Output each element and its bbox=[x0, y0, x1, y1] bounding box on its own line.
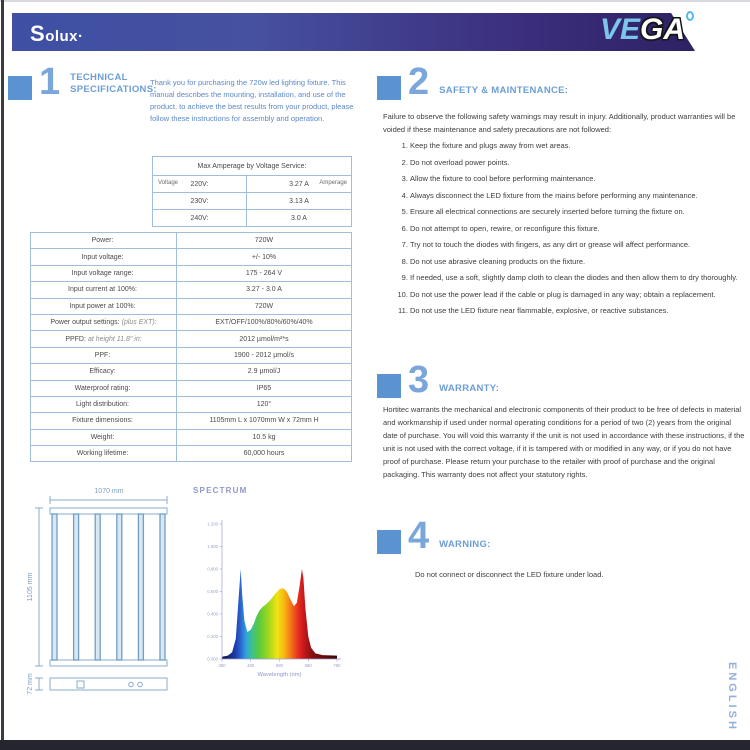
led-bar bbox=[117, 514, 122, 660]
spec-label: Fixture dimensions: bbox=[72, 417, 133, 425]
spec-value: +/- 10% bbox=[177, 249, 352, 265]
spec-label: Power: bbox=[91, 237, 114, 245]
solux-logo: Solux· bbox=[30, 21, 84, 46]
svg-text:0.200: 0.200 bbox=[207, 634, 218, 640]
spec-label: Power output settings: bbox=[50, 319, 120, 327]
safety-item: 10. Do not use the power lead if the cable or plug is damaged in any way; obtain a replacement. bbox=[410, 290, 745, 300]
spec-row bbox=[31, 364, 352, 380]
voltage-value: 240V: bbox=[190, 214, 209, 222]
warranty-paragraph: Hortitec warrants the mechanical and electronic components of their product to be free of defects in material and workmanship if used under normal operating conditions for a period of two (2) years from the original date of purchase. You will void this warranty if the unit is not used in accordance with these instructions, if the unit is not used with the correct voltage, if it is tampered with or modified in any way, or if you do not have proof of purchase. Please return your purchase to the retailer with proof of purchase and the original packaging. This warranty does not affect your statutory rights. bbox=[383, 405, 745, 479]
spec-value: 720W bbox=[177, 298, 352, 314]
svg-text:1.200: 1.200 bbox=[207, 521, 218, 527]
amperage-value: 3.0 A bbox=[291, 214, 307, 222]
section-3-marker-square bbox=[377, 374, 401, 398]
safety-list bbox=[383, 141, 745, 323]
svg-text:580: 580 bbox=[275, 663, 284, 668]
safety-item: 5. Ensure all electrical connections are securely inserted before turning the fixture on. bbox=[410, 207, 745, 217]
spectrum-xlabel: Wavelength (nm) bbox=[257, 672, 302, 678]
spec-row bbox=[31, 347, 352, 363]
led-bar bbox=[52, 514, 57, 660]
section-4-number: 4 bbox=[408, 515, 430, 557]
warning-text: Do not connect or disconnect the LED fixture under load. bbox=[415, 570, 604, 579]
svg-text:0.600: 0.600 bbox=[207, 589, 218, 595]
spec-label: PPFD: bbox=[65, 335, 86, 343]
spec-label: Input power at 100%: bbox=[69, 302, 136, 310]
safety-item: 2. Do not overload power points. bbox=[410, 158, 745, 168]
vega-logo-ga: GA bbox=[640, 13, 686, 46]
section-1-marker-square bbox=[8, 76, 32, 100]
section-2-marker-square bbox=[377, 76, 401, 100]
spec-value: IP65 bbox=[177, 380, 352, 396]
safety-item: 4. Always disconnect the LED fixture from the mains before performing any maintenance. bbox=[410, 191, 745, 201]
fixture-dimension-diagram bbox=[25, 482, 175, 712]
amperage-row bbox=[153, 193, 352, 210]
led-bar bbox=[160, 514, 165, 660]
spectrum-chart bbox=[190, 514, 355, 684]
svg-text:0.400: 0.400 bbox=[207, 611, 218, 617]
spec-row bbox=[31, 233, 352, 249]
spec-row bbox=[31, 298, 352, 314]
spec-value: 720W bbox=[177, 233, 352, 249]
vega-logo-ve: VE bbox=[600, 13, 641, 46]
spec-value: 175 - 264 V bbox=[177, 265, 352, 281]
spec-label: Efficacy: bbox=[89, 368, 116, 376]
spec-row bbox=[31, 265, 352, 281]
header-band bbox=[12, 13, 695, 51]
spec-value: 60,000 hours bbox=[177, 446, 352, 462]
amperage-row bbox=[153, 210, 352, 227]
spec-note: at height 11.8" in: bbox=[87, 335, 142, 343]
vega-logo bbox=[600, 13, 694, 47]
spec-label: Input voltage: bbox=[81, 253, 124, 261]
spec-row bbox=[31, 331, 352, 347]
language-label: ENGLISH bbox=[726, 662, 738, 732]
amperage-value: 3.27 A bbox=[289, 180, 309, 188]
led-bar bbox=[74, 514, 79, 660]
led-bar bbox=[138, 514, 143, 660]
spec-value: 1900 - 2012 µmol/s bbox=[177, 347, 352, 363]
spec-row bbox=[31, 446, 352, 462]
spec-row bbox=[31, 282, 352, 298]
spec-label: PPF: bbox=[94, 351, 111, 359]
svg-text:0.800: 0.800 bbox=[207, 566, 218, 572]
voltage-value: 230V: bbox=[190, 197, 209, 205]
spec-value: EXT/OFF/100%/80%/60%/40% bbox=[177, 314, 352, 330]
voltage-col-label: Voltage bbox=[158, 180, 179, 186]
amperage-header-row bbox=[153, 157, 352, 176]
spec-value: 2012 µmol/m²*s bbox=[177, 331, 352, 347]
spec-label: Weight: bbox=[90, 433, 115, 441]
spec-value: 1105mm L x 1070mm W x 72mm H bbox=[177, 413, 352, 429]
page-edge-top bbox=[0, 0, 750, 2]
page-edge-left bbox=[1, 0, 4, 750]
spec-row bbox=[31, 429, 352, 445]
safety-item: 3. Allow the fixture to cool before performing maintenance. bbox=[410, 174, 745, 184]
vega-logo-degree-icon bbox=[686, 11, 694, 21]
diagram-width-label: 1070 mm bbox=[94, 488, 124, 495]
safety-item: 6. Do not attempt to open, rewire, or reconfigure this fixture. bbox=[410, 224, 745, 234]
diagram-height-label: 1105 mm bbox=[27, 572, 34, 602]
section-1-title: TECHNICAL SPECIFICATIONS: bbox=[70, 72, 157, 95]
svg-text:380: 380 bbox=[218, 663, 226, 668]
spec-label: Input current at 100%: bbox=[68, 286, 137, 294]
spectrum-area bbox=[222, 569, 337, 659]
svg-text:0.000: 0.000 bbox=[207, 656, 218, 662]
safety-item: 9. If needed, use a soft, slightly damp cloth to clean the diodes and then allow them to dry thoroughly. bbox=[410, 273, 745, 283]
section-2-header bbox=[377, 61, 569, 103]
spec-value: 3.27 - 3.0 A bbox=[177, 282, 352, 298]
spec-label: Light distribution: bbox=[76, 401, 129, 409]
safety-item: 8. Do not use abrasive cleaning products on the fixture. bbox=[410, 257, 745, 267]
spec-label: Input voltage range: bbox=[71, 269, 134, 277]
section-3-number: 3 bbox=[408, 359, 430, 401]
specs-table bbox=[30, 232, 352, 462]
voltage-value: 220V: bbox=[190, 180, 209, 188]
spec-row bbox=[31, 314, 352, 330]
section-1-number: 1 bbox=[39, 61, 61, 103]
section-2-title: SAFETY & MAINTENANCE: bbox=[439, 85, 569, 96]
svg-text:1.000: 1.000 bbox=[207, 544, 218, 550]
amperage-table bbox=[152, 156, 352, 227]
section-2-number: 2 bbox=[408, 61, 430, 103]
led-bar bbox=[95, 514, 100, 660]
spec-row bbox=[31, 413, 352, 429]
safety-intro: Failure to observe the following safety warnings may result in injury. Additionally, product warranties will be voided if these maintenance and safety precautions are not followed: bbox=[383, 112, 736, 134]
section-4-marker-square bbox=[377, 530, 401, 554]
spec-note: (plus EXT): bbox=[121, 319, 157, 327]
section-4-header bbox=[377, 515, 491, 557]
intro-paragraph: Thank you for purchasing the 720w led lighting fixture. This manual describes the mounting, installation, and use of the product. to achieve the best results from your product, please follow these instructions for assembly and operation. bbox=[150, 78, 354, 123]
amperage-row bbox=[153, 176, 352, 193]
section-4-title: WARNING: bbox=[439, 539, 491, 550]
diagram-depth-label: 72 mm bbox=[27, 673, 34, 695]
section-3-header bbox=[377, 359, 500, 401]
amperage-value: 3.13 A bbox=[289, 197, 309, 205]
spectrum-title: SPECTRUM bbox=[193, 486, 248, 495]
svg-text:780: 780 bbox=[333, 663, 341, 668]
spec-value: 120° bbox=[177, 396, 352, 412]
spec-value: 10.5 kg bbox=[177, 429, 352, 445]
spec-value: 2.9 µmol/J bbox=[177, 364, 352, 380]
page-edge-bottom bbox=[0, 740, 750, 750]
spec-label: Waterproof rating: bbox=[74, 384, 131, 392]
safety-item: 11. Do not use the LED fixture near flammable, explosive, or reactive substances. bbox=[410, 306, 745, 316]
spec-row bbox=[31, 396, 352, 412]
spec-label: Working lifetime: bbox=[76, 450, 129, 458]
svg-text:680: 680 bbox=[304, 663, 312, 668]
amperage-table-title: Max Amperage by Voltage Service: bbox=[153, 157, 352, 176]
spec-row bbox=[31, 249, 352, 265]
safety-item: 1. Keep the fixture and plugs away from wet areas. bbox=[410, 141, 745, 151]
section-1-header bbox=[8, 61, 165, 103]
section-3-title: WARRANTY: bbox=[439, 383, 500, 394]
amperage-col-label: Amperage bbox=[319, 180, 347, 186]
safety-item: 7. Try not to touch the diodes with fingers, as any dirt or grease will affect performance. bbox=[410, 240, 745, 250]
svg-text:480: 480 bbox=[247, 663, 255, 668]
spec-row bbox=[31, 380, 352, 396]
